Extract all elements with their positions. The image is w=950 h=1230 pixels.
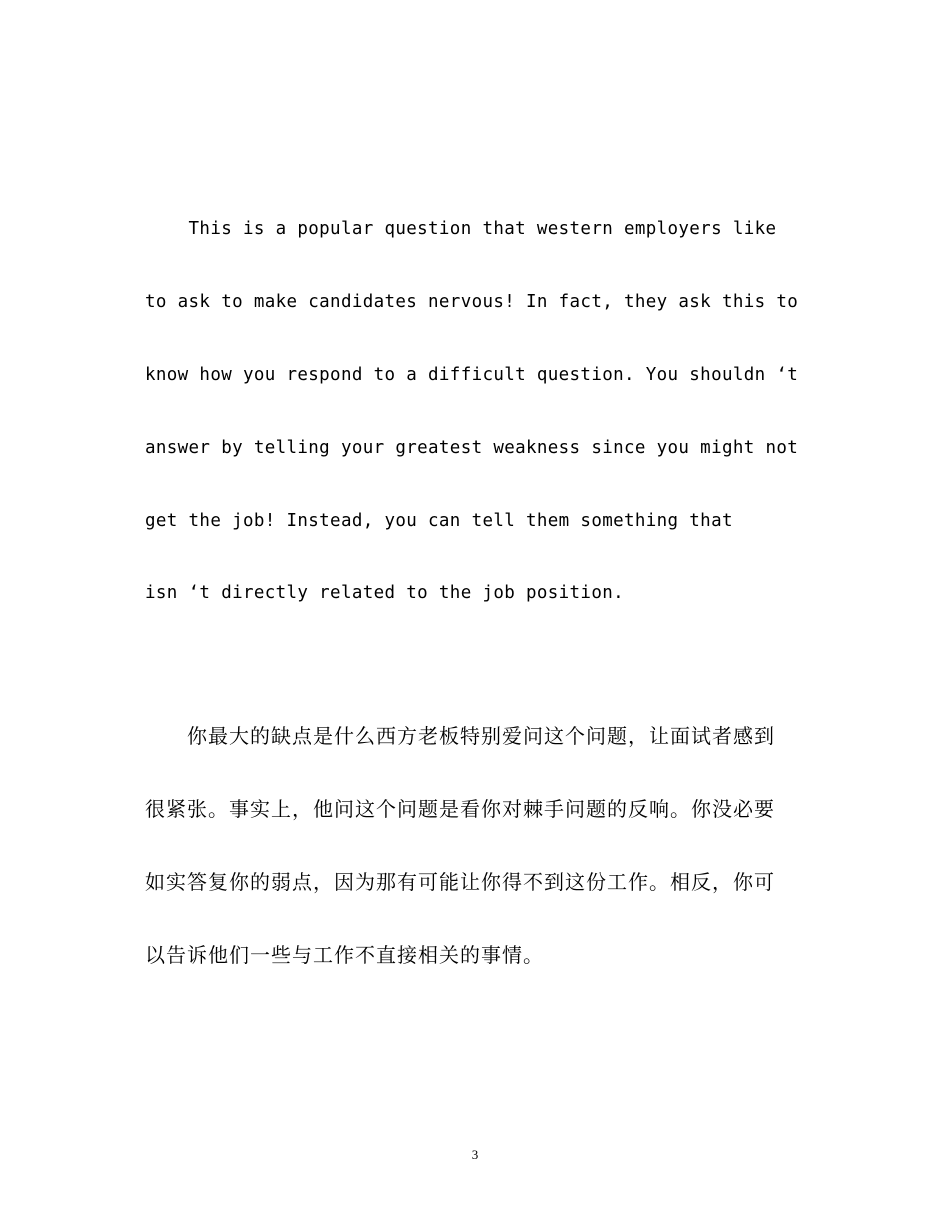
english-line-2: to ask to make candidates nervous! In fact, they ask this to bbox=[145, 292, 799, 312]
english-line-1: This is a popular question that western employers like bbox=[145, 219, 777, 239]
chinese-line-3: 如实答复你的弱点，因为那有可能让你得不到这份工作。相反，你可 bbox=[145, 870, 775, 894]
english-line-3: know how you respond to a difficult question. You shouldn ‘t bbox=[145, 365, 799, 385]
english-line-5: get the job! Instead, you can tell them something that bbox=[145, 511, 733, 531]
chinese-line-1: 你最大的缺点是什么西方老板特别爱问这个问题，让面试者感到 bbox=[145, 724, 775, 748]
english-line-6: isn ‘t directly related to the job position. bbox=[145, 583, 624, 603]
chinese-line-2: 很紧张。事实上，他问这个问题是看你对棘手问题的反响。你没必要 bbox=[145, 797, 775, 821]
english-line-4: answer by telling your greatest weakness since you might not bbox=[145, 438, 799, 458]
chinese-line-4: 以告诉他们一些与工作不直接相关的事情。 bbox=[145, 943, 544, 967]
page-number: 3 bbox=[471, 1147, 479, 1162]
